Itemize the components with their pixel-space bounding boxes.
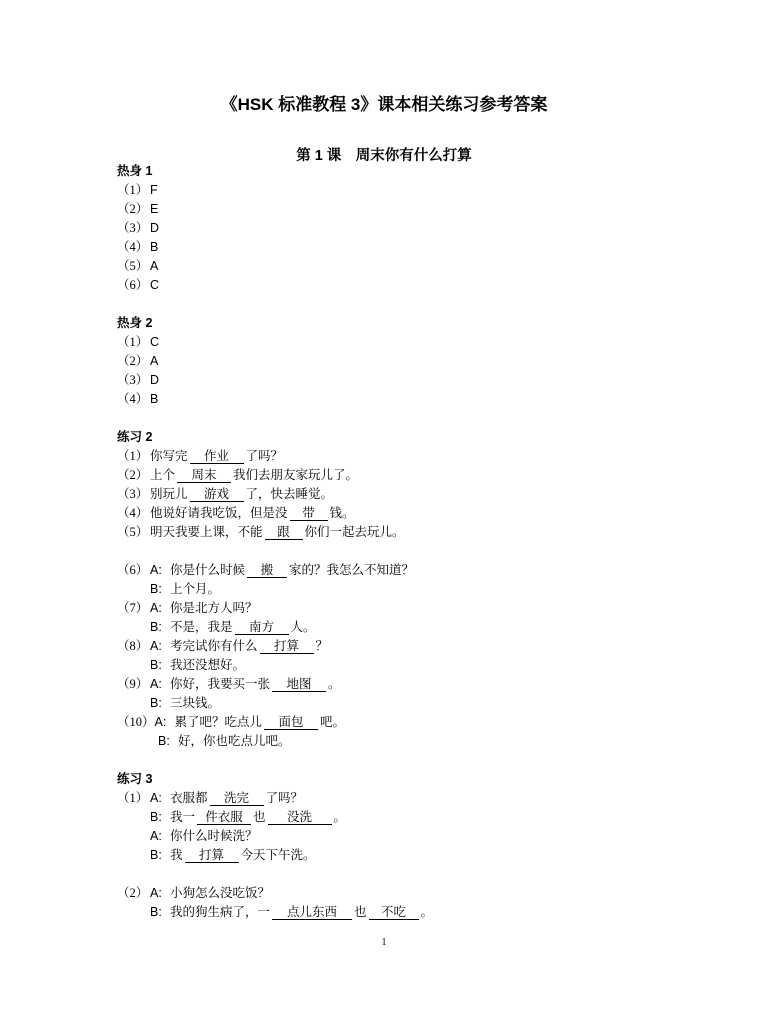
item-number: （2） [117,202,149,216]
answer-blank: 点儿东西 [272,905,352,920]
answer-blank-2: 没洗 [268,810,332,825]
lesson-heading: 第 1 课 周末你有什么打算 [296,148,472,164]
answer-body [117,162,677,922]
dialogue-text-after: 。 [328,677,341,691]
dialogue-line [117,618,677,637]
page-number: 1 [381,937,387,948]
dialogue-text-before: 我一 [170,810,196,824]
item-number: （1） [117,791,149,805]
dialogue-text-after: 今天下午洗。 [240,848,316,862]
answer-blank: 面包 [264,715,318,730]
dialogue-line [117,827,677,846]
speaker-label: A: [150,639,162,653]
dialogue-text-after: ？ [315,639,329,653]
answer-blank: 南方 [235,620,289,635]
dialogue-line [117,903,677,922]
dialogue-text-middle: 也 [354,905,367,919]
answer-blank: 打算 [260,639,314,654]
dialogue-line [117,561,677,580]
speaker-label: B: [150,810,162,824]
section-heading: 热身 2 [117,316,153,330]
sentence-item [117,523,677,542]
dialogue-line [117,846,677,865]
answer-blank: 件衣服 [197,810,251,825]
dialogue-text-after: 人。 [290,620,316,634]
item-number: （1） [117,183,149,197]
answer-item [117,352,677,371]
dialogue-text-before: 我 [170,848,183,862]
sentence-text-after: 你们一起去玩儿。 [304,525,405,539]
answer-item [117,238,677,257]
answer-letter: E [150,202,159,216]
section-heading: 练习 2 [117,430,153,444]
sentence-text-after: 我们去朋友家玩儿了。 [233,468,359,482]
answer-blank: 搬 [247,563,287,578]
dialogue-line [117,694,677,713]
speaker-label: B: [150,658,162,672]
section-heading: 热身 1 [117,164,153,178]
dialogue-text: 三块钱。 [170,696,221,710]
sentence-text-after: 了吗？ [245,449,284,463]
item-spacer [117,542,677,561]
warmup-1-section [117,162,677,295]
sentence-text-before: 别玩儿 [150,487,188,501]
sentence-item [117,504,677,523]
answer-blank: 作业 [190,449,244,464]
dialogue-text-after: 了吗？ [265,791,304,805]
answer-blank: 跟 [265,525,303,540]
dialogue-text-after: 。 [420,905,434,919]
section-spacer [117,295,677,314]
item-number: （5） [117,525,149,539]
item-number: （2） [117,354,149,368]
answer-letter: C [150,278,160,292]
dialogue-text: 小狗怎么没吃饭？ [170,886,271,900]
speaker-label: A: [150,563,162,577]
dialogue-text: 你是北方人吗？ [170,601,258,615]
speaker-label: B: [150,696,162,710]
section-spacer [117,409,677,428]
dialogue-text-after: 家的？我怎么不知道？ [289,563,415,577]
answer-item [117,181,677,200]
warmup-2-section [117,314,677,409]
answer-blank: 地图 [272,677,326,692]
item-number: （8） [117,639,149,653]
speaker-label: B: [150,620,162,634]
item-number: （4） [117,392,149,406]
item-number: （3） [117,487,149,501]
item-number: （4） [117,506,149,520]
answer-letter: B [150,392,159,406]
item-number: （3） [117,221,149,235]
item-number: （3） [117,373,149,387]
answer-item [117,276,677,295]
answer-item [117,200,677,219]
exercise-3-section [117,770,677,922]
speaker-label: B: [150,582,162,596]
dialogue-text: 上个月。 [170,582,221,596]
answer-item [117,371,677,390]
sentence-item [117,466,677,485]
dialogue-line [117,884,677,903]
answer-item [117,333,677,352]
item-number: （4） [117,240,149,254]
dialogue-line [117,580,677,599]
sentence-item [117,447,677,466]
sentence-text-before: 你写完 [150,449,188,463]
dialogue-text-middle: 也 [253,810,266,824]
item-number: （2） [117,468,149,482]
sentence-item [117,485,677,504]
dialogue-line [117,675,677,694]
item-number: （6） [117,563,149,577]
sentence-text-before: 他说好请我吃饭，但是没 [150,506,288,520]
answer-blank-2: 不吃 [369,905,419,920]
answer-letter: D [150,373,160,387]
dialogue-text: 你什么时候洗？ [170,829,258,843]
speaker-label: A: [154,715,167,729]
dialogue-text-before: 考完试你有什么 [170,639,258,653]
sentence-text-before: 明天我要上课，不能 [150,525,263,539]
answer-letter: A [150,259,159,273]
speaker-label: B: [158,734,170,748]
item-number: （7） [117,601,149,615]
answer-letter: D [150,221,160,235]
dialogue-text-before: 不是，我是 [170,620,233,634]
item-number: （6） [117,278,149,292]
answer-blank: 游戏 [190,487,244,502]
dialogue-text: 我还没想好。 [170,658,246,672]
answer-blank: 打算 [185,848,239,863]
dialogue-text-after: 。 [333,810,347,824]
dialogue-line [117,732,677,751]
answer-item [117,257,677,276]
item-number: （5） [117,259,149,273]
dialogue-text-before: 你是什么时候 [170,563,246,577]
speaker-label: A: [150,829,162,843]
answer-letter: C [150,335,160,349]
dialogue-text: 好，你也吃点儿吧。 [178,734,291,748]
dialogue-text-before: 累了吧？吃点儿 [174,715,263,729]
item-spacer [117,865,677,884]
exercise-2-section [117,428,677,751]
section-spacer [117,751,677,770]
answer-item [117,219,677,238]
speaker-label: B: [150,848,162,862]
answer-letter: B [150,240,159,254]
answer-blank: 带 [290,506,328,521]
answer-blank: 洗完 [210,791,264,806]
answer-item [117,390,677,409]
answer-letter: A [150,354,159,368]
sentence-text-before: 上个 [150,468,176,482]
speaker-label: A: [150,791,162,805]
dialogue-line [117,656,677,675]
speaker-label: A: [150,886,162,900]
dialogue-text-before: 衣服都 [170,791,208,805]
dialogue-text-before: 我的狗生病了，一 [170,905,271,919]
sentence-text-after: 了，快去睡觉。 [245,487,334,501]
answer-blank: 周末 [177,468,231,483]
dialogue-text-before: 你好，我要买一张 [170,677,271,691]
dialogue-text-after: 吧。 [320,715,346,729]
document-title: 《HSK 标准教程 3》课本相关练习参考答案 [220,95,548,114]
item-number: （10） [117,715,155,729]
answer-letter: F [150,183,158,197]
dialogue-line [117,789,677,808]
item-number: （1） [117,335,149,349]
speaker-label: A: [150,677,162,691]
item-number: （1） [117,449,149,463]
dialogue-line [117,713,677,732]
item-number: （2） [117,886,149,900]
section-heading: 练习 3 [117,772,153,786]
item-number: （9） [117,677,149,691]
speaker-label: A: [150,601,162,615]
dialogue-line [117,599,677,618]
sentence-text-after: 钱。 [329,506,355,520]
dialogue-line [117,808,677,827]
speaker-label: B: [150,905,162,919]
dialogue-line [117,637,677,656]
